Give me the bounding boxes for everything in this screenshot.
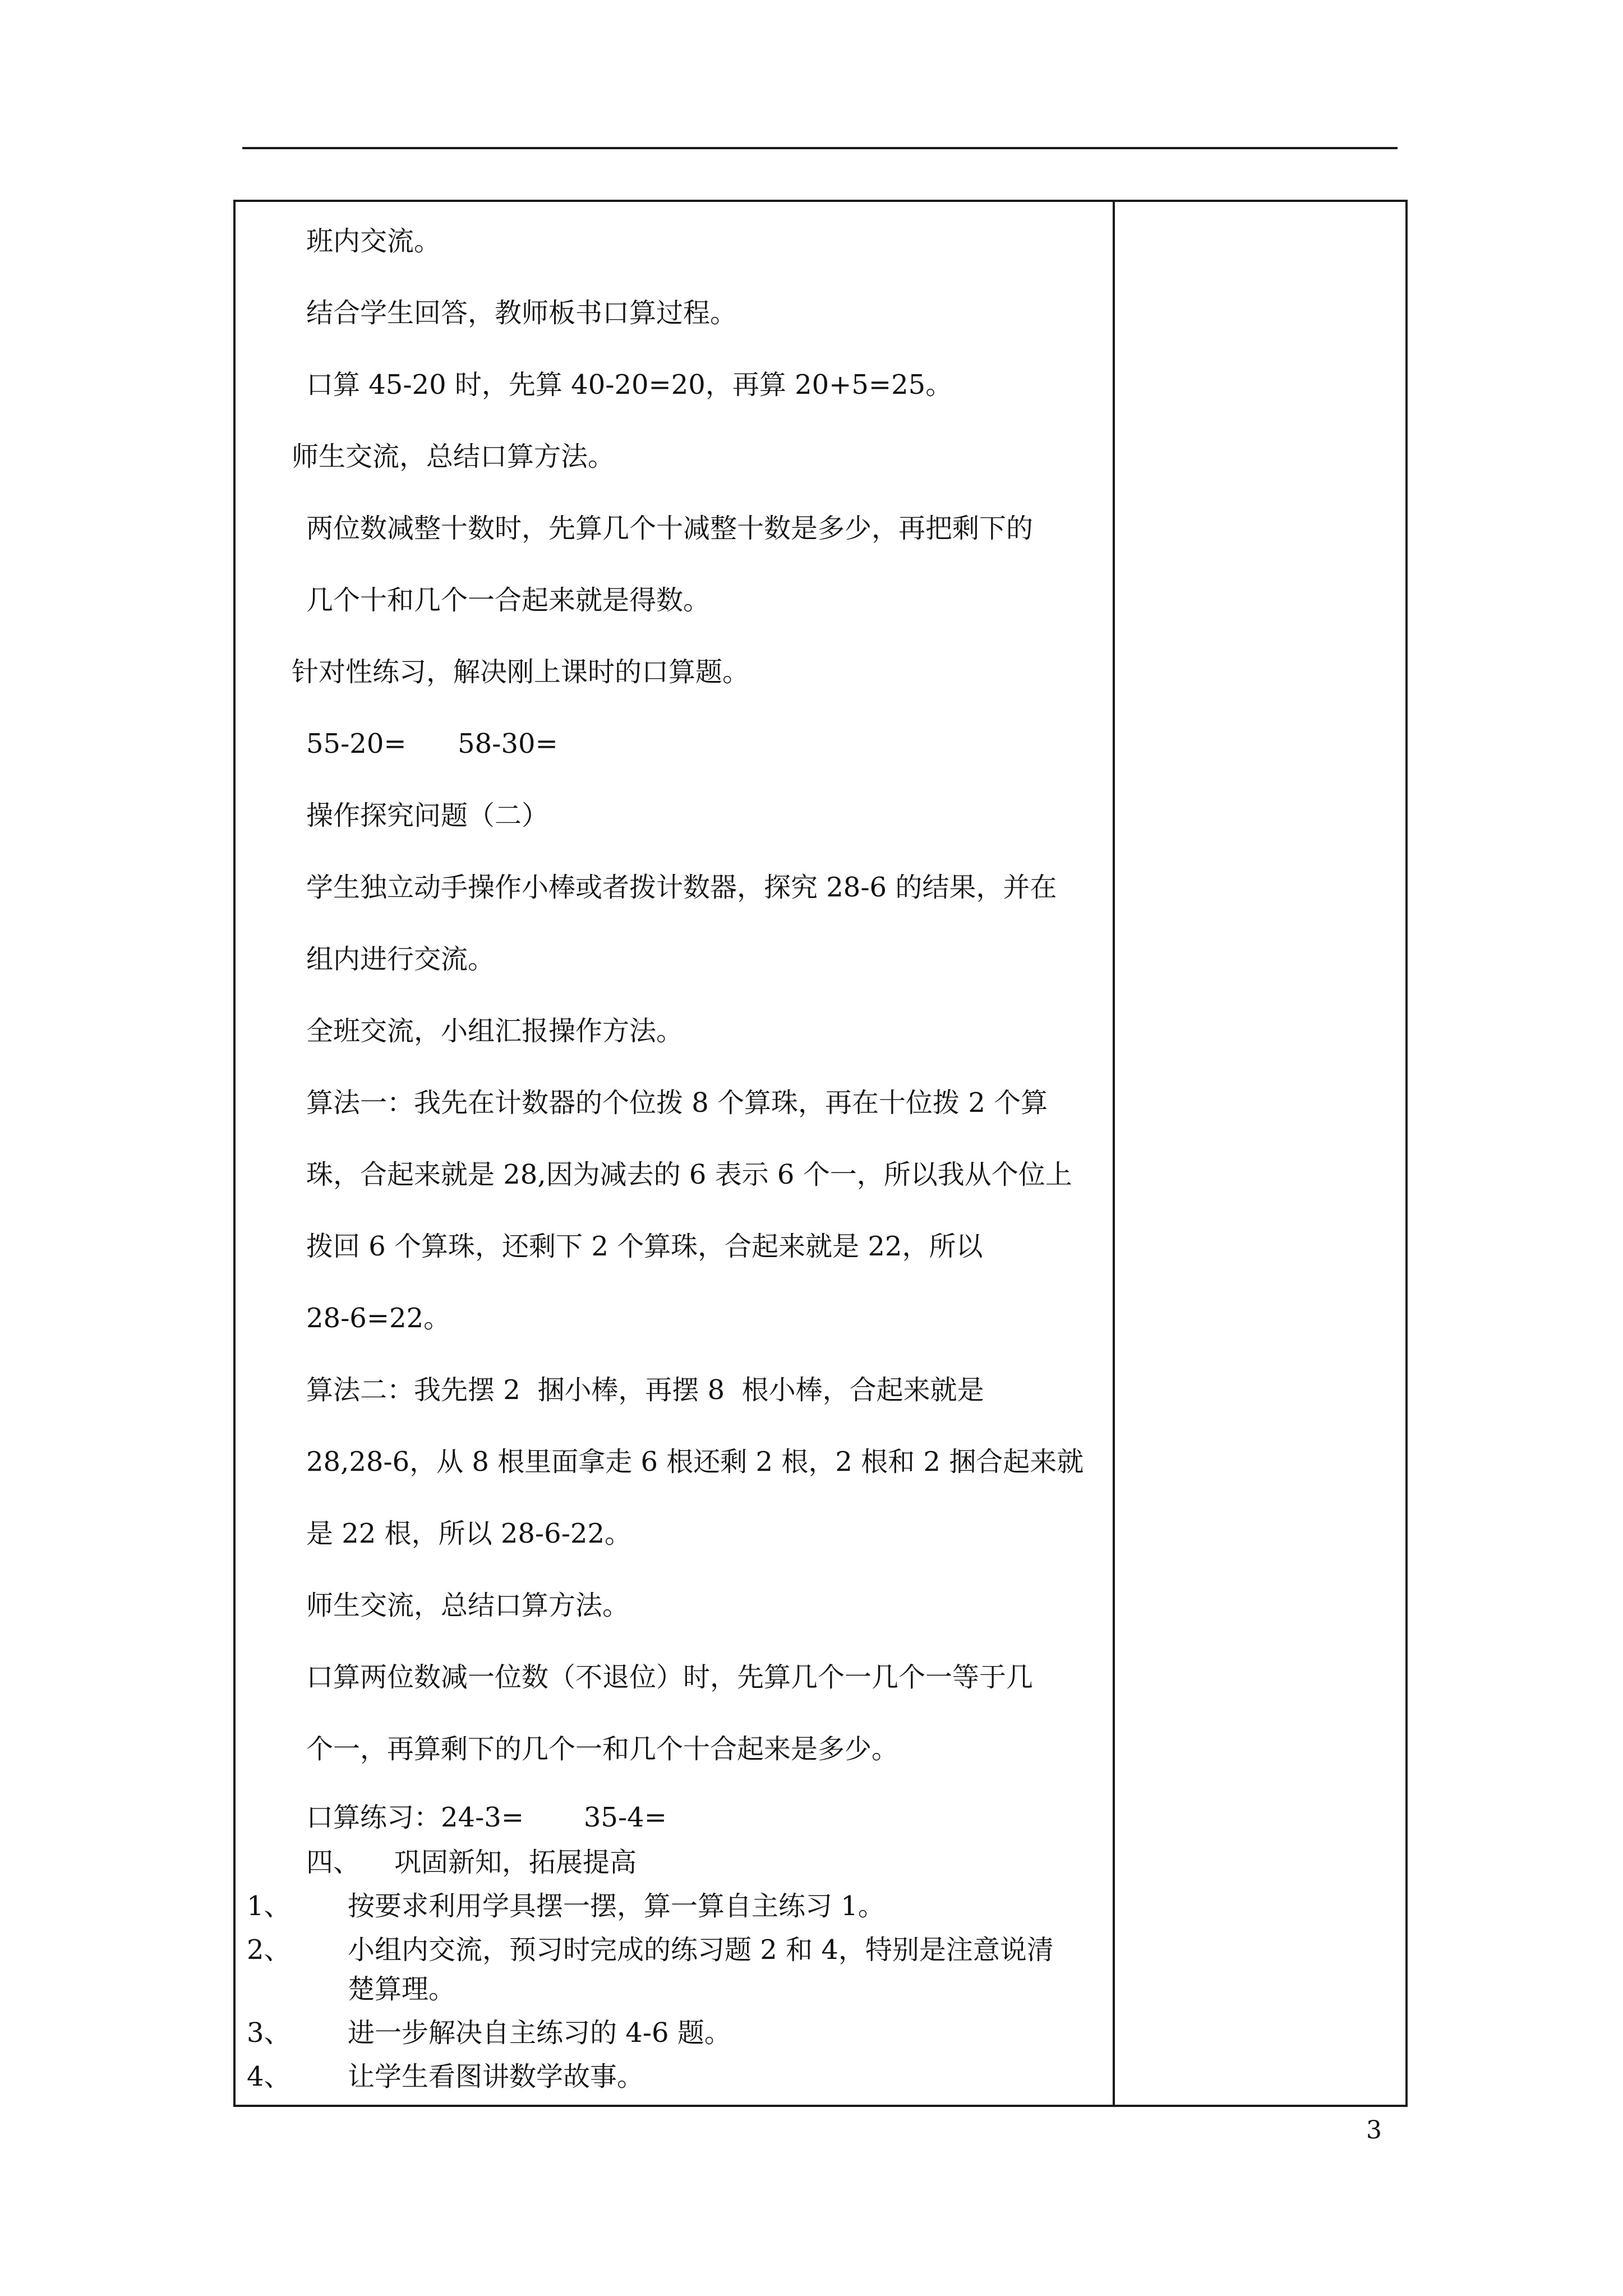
text-line: 算法二：我先摆 2 捆小棒，再摆 8 根小棒，合起来就是: [306, 1374, 984, 1406]
text-line: 个一，再算剩下的几个一和几个十合起来是多少。: [306, 1733, 899, 1765]
list-item: 小组内交流，预习时完成的练习题 2 和 4，特别是注意说清: [348, 1934, 1054, 1966]
text-line: 口算练习：24-3= 35-4=: [306, 1802, 667, 1833]
text-line: 全班交流，小组汇报操作方法。: [306, 1015, 684, 1047]
table-column-divider: [1113, 200, 1115, 2107]
list-item: 按要求利用学具摆一摆，算一算自主练习 1。: [348, 1890, 885, 1922]
text-line: 组内进行交流。: [306, 944, 495, 975]
list-item: 楚算理。: [348, 1973, 456, 2005]
text-line: 口算两位数减一位数（不退位）时，先算几个一几个一等于几: [306, 1662, 1034, 1693]
list-item: 进一步解决自主练习的 4-6 题。: [348, 2017, 731, 2049]
text-line: 算法一：我先在计数器的个位拨 8 个算珠，再在十位拨 2 个算: [306, 1087, 1048, 1119]
text-line: 结合学生回答，教师板书口算过程。: [306, 297, 737, 329]
header-rule: [242, 147, 1398, 149]
list-number: 4、: [247, 2061, 291, 2092]
text-line: 珠，合起来就是 28,因为减去的 6 表示 6 个一，所以我从个位上: [306, 1159, 1072, 1190]
section-heading: 四、 巩固新知，拓展提高: [306, 1847, 637, 1878]
text-line: 班内交流。: [306, 226, 441, 257]
page-number: 3: [1366, 2116, 1382, 2145]
text-line: 口算 45-20 时，先算 40-20=20，再算 20+5=25。: [306, 369, 953, 401]
text-line: 两位数减整十数时，先算几个十减整十数是多少，再把剩下的: [306, 513, 1034, 544]
text-line: 学生独立动手操作小棒或者拨计数器，探究 28-6 的结果，并在: [306, 872, 1057, 903]
text-line: 拨回 6 个算珠，还剩下 2 个算珠，合起来就是 22，所以: [306, 1231, 983, 1262]
text-line: 针对性练习，解决刚上课时的口算题。: [292, 656, 750, 688]
text-line: 师生交流，总结口算方法。: [306, 1590, 630, 1621]
text-line: 28,28-6，从 8 根里面拿走 6 根还剩 2 根，2 根和 2 捆合起来就: [306, 1446, 1084, 1478]
list-item: 让学生看图讲数学故事。: [348, 2061, 644, 2092]
list-number: 3、: [247, 2017, 291, 2049]
text-line: 操作探究问题（二）: [306, 800, 549, 831]
text-line: 28-6=22。: [306, 1303, 451, 1334]
text-line: 师生交流，总结口算方法。: [292, 441, 615, 472]
text-line: 55-20= 58-30=: [306, 728, 558, 760]
text-line: 几个十和几个一合起来就是得数。: [306, 585, 711, 616]
text-line: 是 22 根，所以 28-6-22。: [306, 1518, 631, 1549]
list-number: 2、: [247, 1934, 291, 1966]
list-number: 1、: [247, 1890, 291, 1922]
